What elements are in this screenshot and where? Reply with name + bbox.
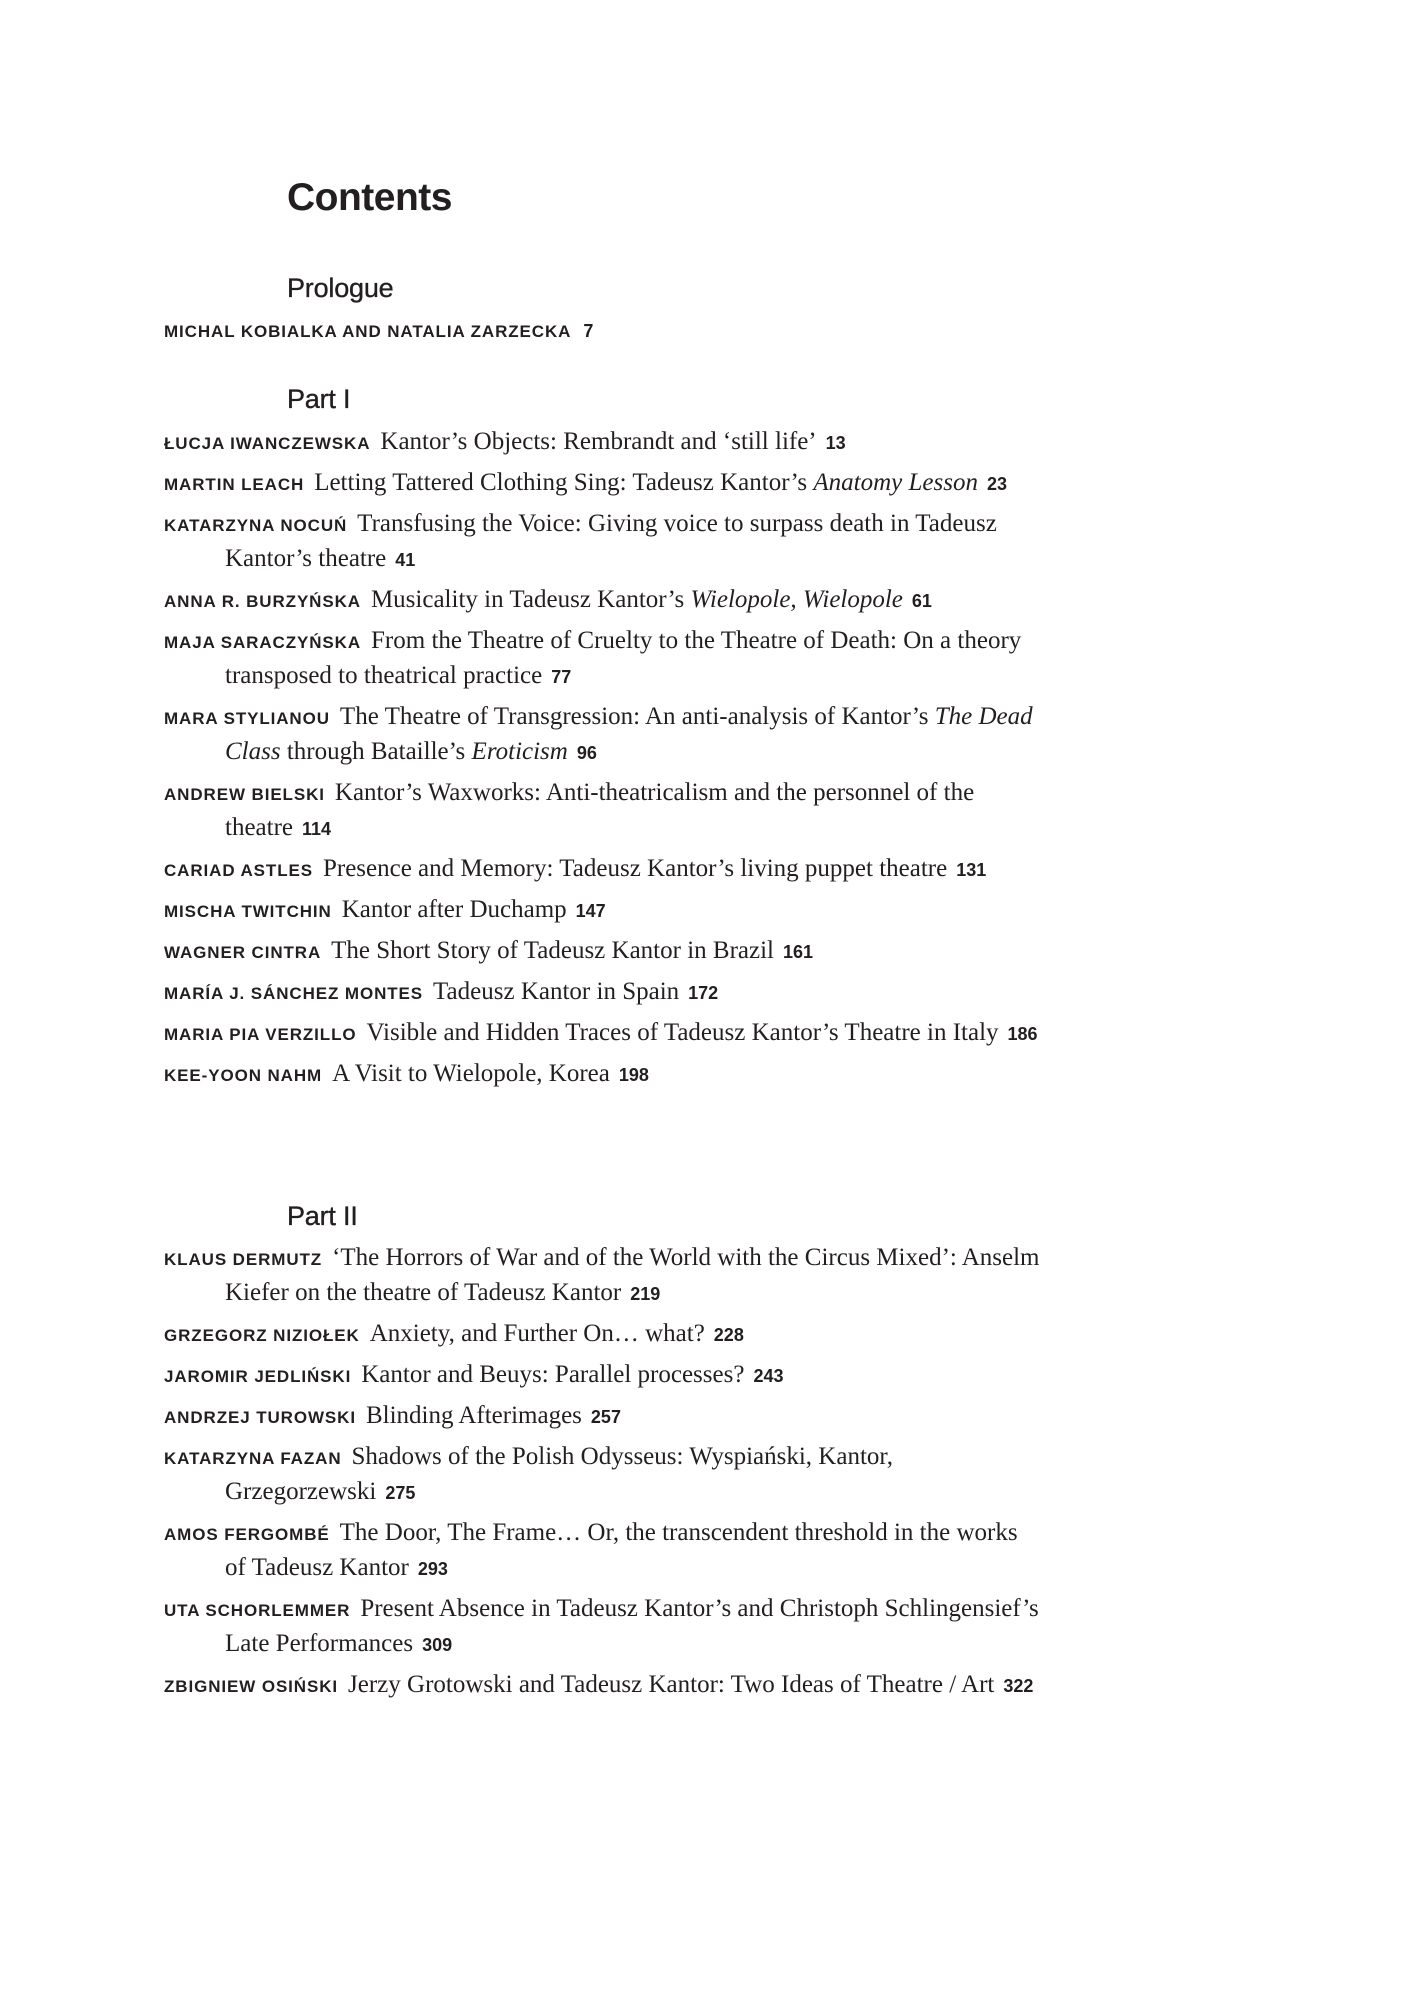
- entry-title: through Bataille’s: [280, 738, 472, 765]
- entry-title: Eroticism: [471, 738, 568, 765]
- entry-author: MARIA PIA VERZILLO: [164, 1025, 357, 1044]
- toc-entry: [164, 1440, 1044, 1510]
- entry-title: Wielopole, Wielopole: [690, 586, 903, 613]
- entry-title: Blinding Afterimages: [365, 1402, 582, 1429]
- entry-page-number: 23: [986, 474, 1008, 494]
- toc-entry: [164, 1358, 1044, 1393]
- entry-title: Jerzy Grotowski and Tadeusz Kantor: Two Ideas of Theatre / Art: [348, 1671, 995, 1698]
- entry-title: From the Theatre of Cruelty to the Theatre of Death: On a theory transposed to theatrical practice: [225, 627, 1022, 689]
- toc-entry: [164, 975, 1044, 1010]
- toc-entry: [164, 425, 1044, 460]
- entry-author: KATARZYNA FAZAN: [164, 1449, 342, 1468]
- toc-entry: [164, 1399, 1044, 1434]
- entry-title: Kantor’s Waxworks: Anti-theatricalism and the personnel of the theatre: [225, 779, 975, 841]
- toc-entry: [164, 1241, 1044, 1311]
- entry-author: UTA SCHORLEMMER: [164, 1601, 351, 1620]
- entry-author: ANDREW BIELSKI: [164, 785, 325, 804]
- entry-author: KATARZYNA NOCUŃ: [164, 516, 348, 535]
- entry-page-number: 275: [385, 1483, 416, 1503]
- entry-author: AMOS FERGOMBÉ: [164, 1525, 330, 1544]
- entry-title: The Door, The Frame… Or, the transcendent threshold in the works of Tadeusz Kantor: [225, 1519, 1018, 1581]
- entry-title: Tadeusz Kantor in Spain: [433, 978, 680, 1005]
- toc-entry: [164, 1592, 1044, 1662]
- part-1-entry-list: [164, 425, 1044, 1098]
- entry-author: KLAUS DERMUTZ: [164, 1250, 323, 1269]
- entry-title: Kantor’s Objects: Rembrandt and ‘still life’: [380, 428, 817, 455]
- toc-entry: [164, 1668, 1044, 1703]
- entry-title: Transfusing the Voice: Giving voice to surpass death in Tadeusz Kantor’s theatre: [225, 510, 997, 572]
- entry-author: GRZEGORZ NIZIOŁEK: [164, 1326, 360, 1345]
- entry-page-number: 228: [713, 1325, 744, 1345]
- entry-author: MAJA SARACZYŃSKA: [164, 633, 362, 652]
- entry-author: ŁUCJA IWANCZEWSKA: [164, 434, 371, 453]
- prologue-page-number: 7: [583, 321, 595, 341]
- entry-title: The Dead Class: [225, 703, 1033, 765]
- toc-entry: [164, 776, 1044, 846]
- entry-title: Musicality in Tadeusz Kantor’s: [370, 586, 691, 613]
- entry-page-number: 77: [551, 667, 572, 687]
- entry-page-number: 161: [782, 942, 814, 962]
- entry-page-number: 114: [302, 819, 332, 839]
- entry-title: Kantor and Beuys: Parallel processes?: [361, 1361, 745, 1388]
- part-1-heading: Part I: [287, 384, 351, 414]
- entry-page-number: 147: [575, 901, 606, 921]
- entry-author: WAGNER CINTRA: [164, 943, 322, 962]
- toc-entry: [164, 583, 1044, 618]
- entry-page-number: 257: [590, 1407, 621, 1427]
- entry-author: MISCHA TWITCHIN: [164, 902, 332, 921]
- toc-entry: [164, 934, 1044, 969]
- entry-page-number: 41: [395, 550, 416, 570]
- entry-title: Shadows of the Polish Odysseus: Wyspiański, Kantor, Grzegorzewski: [225, 1443, 893, 1505]
- entry-title: Anatomy Lesson: [813, 469, 978, 496]
- entry-page-number: 198: [618, 1065, 649, 1085]
- entry-page-number: 186: [1007, 1024, 1038, 1044]
- entry-page-number: 13: [825, 433, 846, 453]
- entry-author: MARTIN LEACH: [164, 475, 305, 494]
- entry-title: Visible and Hidden Traces of Tadeusz Kantor’s Theatre in Italy: [366, 1019, 999, 1046]
- entry-page-number: 219: [630, 1284, 661, 1304]
- entry-author: JAROMIR JEDLIŃSKI: [164, 1367, 352, 1386]
- prologue-heading: Prologue: [287, 273, 394, 303]
- page-title: Contents: [287, 176, 452, 219]
- entry-title: Letting Tattered Clothing Sing: Tadeusz Kantor’s: [314, 469, 814, 496]
- entry-title: Presence and Memory: Tadeusz Kantor’s living puppet theatre: [322, 855, 948, 882]
- toc-entry: [164, 1317, 1044, 1352]
- toc-entry: [164, 507, 1044, 577]
- entry-title: Anxiety, and Further On… what?: [369, 1320, 705, 1347]
- entry-page-number: 131: [956, 860, 987, 880]
- prologue-authors: MICHAL KOBIALKA AND NATALIA ZARZECKA: [164, 322, 572, 341]
- part-2-entry-list: [164, 1241, 1044, 1709]
- entry-author: ANNA R. BURZYŃSKA: [164, 592, 361, 611]
- entry-page-number: 61: [911, 591, 932, 611]
- toc-entry: [164, 700, 1044, 770]
- entry-page-number: 293: [417, 1559, 448, 1579]
- toc-entry: [164, 1057, 1044, 1092]
- toc-entry: [164, 624, 1044, 694]
- prologue-entry: [164, 322, 594, 340]
- entry-author: KEE-YOON NAHM: [164, 1066, 323, 1085]
- entry-title: Kantor after Duchamp: [341, 896, 567, 923]
- part-2-heading: Part II: [287, 1201, 358, 1231]
- entry-title: A Visit to Wielopole, Korea: [332, 1060, 610, 1087]
- entry-title: The Theatre of Transgression: An anti-analysis of Kantor’s: [339, 703, 935, 730]
- entry-page-number: 322: [1003, 1676, 1034, 1696]
- toc-entry: [164, 852, 1044, 887]
- toc-entry: [164, 893, 1044, 928]
- entry-title: ‘The Horrors of War and of the World with the Circus Mixed’: Anselm Kiefer on the theatre of Tadeusz Kantor: [225, 1244, 1040, 1306]
- entry-author: MARÍA J. SÁNCHEZ MONTES: [164, 984, 424, 1003]
- toc-entry: [164, 1016, 1044, 1051]
- toc-entry: [164, 466, 1044, 501]
- entry-author: ZBIGNIEW OSIŃSKI: [164, 1677, 339, 1696]
- toc-entry: [164, 1516, 1044, 1586]
- entry-title: Present Absence in Tadeusz Kantor’s and Christoph Schlingensief’s Late Performances: [225, 1595, 1039, 1657]
- entry-title: The Short Story of Tadeusz Kantor in Brazil: [331, 937, 774, 964]
- entry-page-number: 243: [753, 1366, 784, 1386]
- entry-page-number: 309: [422, 1635, 453, 1655]
- entry-author: ANDRZEJ TUROWSKI: [164, 1408, 356, 1427]
- entry-page-number: 96: [576, 743, 597, 763]
- entry-author: MARA STYLIANOU: [164, 709, 330, 728]
- entry-page-number: 172: [688, 983, 719, 1003]
- entry-author: CARIAD ASTLES: [164, 861, 313, 880]
